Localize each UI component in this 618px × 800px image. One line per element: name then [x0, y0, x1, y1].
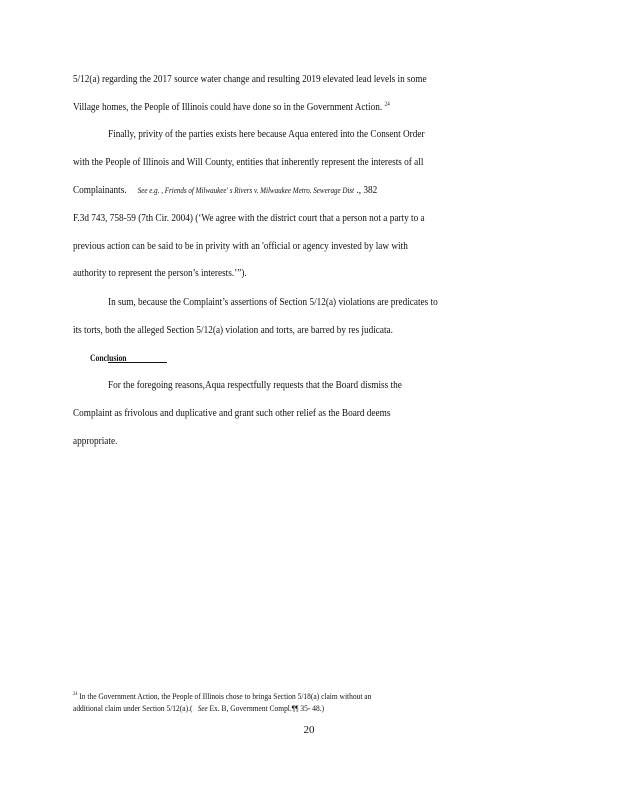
- case-citation: See e.g. , Friends of Milwaukee' s Rivers v. Milwaukee Metro. Sewerage Dist: [137, 186, 355, 195]
- paragraph-1-line-2-text: Village homes, the People of Illinois could have done so in the Government Action.: [73, 102, 383, 113]
- paragraph-2-line-1: Finally, privity of the parties exists here because Aqua entered into the Consent Order: [108, 129, 425, 140]
- conclusion-heading: Conclusion: [90, 353, 127, 363]
- paragraph-2-line-4: F.3d 743, 758-59 (7th Cir. 2004) (‘We agree with the district court that a person not a party to a: [73, 213, 425, 224]
- footnote-see-signal: See: [197, 704, 208, 713]
- paragraph-4-line-2: Complaint as frivolous and duplicative and grant such other relief as the Board deems: [73, 408, 391, 419]
- paragraph-3-line-2: its torts, both the alleged Section 5/12(a) violation and torts, are barred by res judicata.: [73, 325, 393, 336]
- paragraph-2-line-3: [73, 184, 487, 198]
- footnote-line-2: [73, 703, 462, 714]
- heading-underline: [108, 362, 167, 363]
- paragraph-2-line-3-start: Complainants.: [73, 185, 127, 196]
- footnote-line-1-text: In the Government Action, the People of Illinois chose to bringa Section 5/18(a) claim without an: [79, 691, 372, 701]
- paragraph-2-line-5: previous action can be said to be in privity with an 'official or agency invested by law with: [73, 241, 408, 252]
- paragraph-4-line-3: appropriate.: [73, 436, 118, 447]
- paragraph-4-line-1: For the foregoing reasons,Aqua respectfully requests that the Board dismiss the: [108, 380, 402, 391]
- paragraph-2-line-3-end: ., 382: [356, 185, 378, 196]
- footnote-line-2-end: Ex. B, Government Compl.¶¶ 35- 48.): [209, 703, 325, 713]
- paragraph-1-line-1: 5/12(a) regarding the 2017 source water change and resulting 2019 elevated lead levels in some: [73, 74, 427, 85]
- footnote-marker: 24: [73, 692, 78, 698]
- paragraph-2-line-2: with the People of Illinois and Will County, entities that inherently represent the interests of all: [73, 157, 424, 168]
- footnote-line-1: [73, 691, 462, 702]
- paragraph-3-line-1: In sum, because the Complaint’s assertions of Section 5/12(a) violations are predicates to: [108, 297, 438, 308]
- footnote-line-2-start: additional claim under Section 5/12(a).(: [73, 703, 193, 713]
- paragraph-1-line-2: [73, 101, 487, 115]
- footnote-reference: 24: [384, 101, 390, 108]
- paragraph-2-line-6: authority to represent the person’s interests.’”).: [73, 268, 247, 279]
- page-number: 20: [303, 724, 315, 736]
